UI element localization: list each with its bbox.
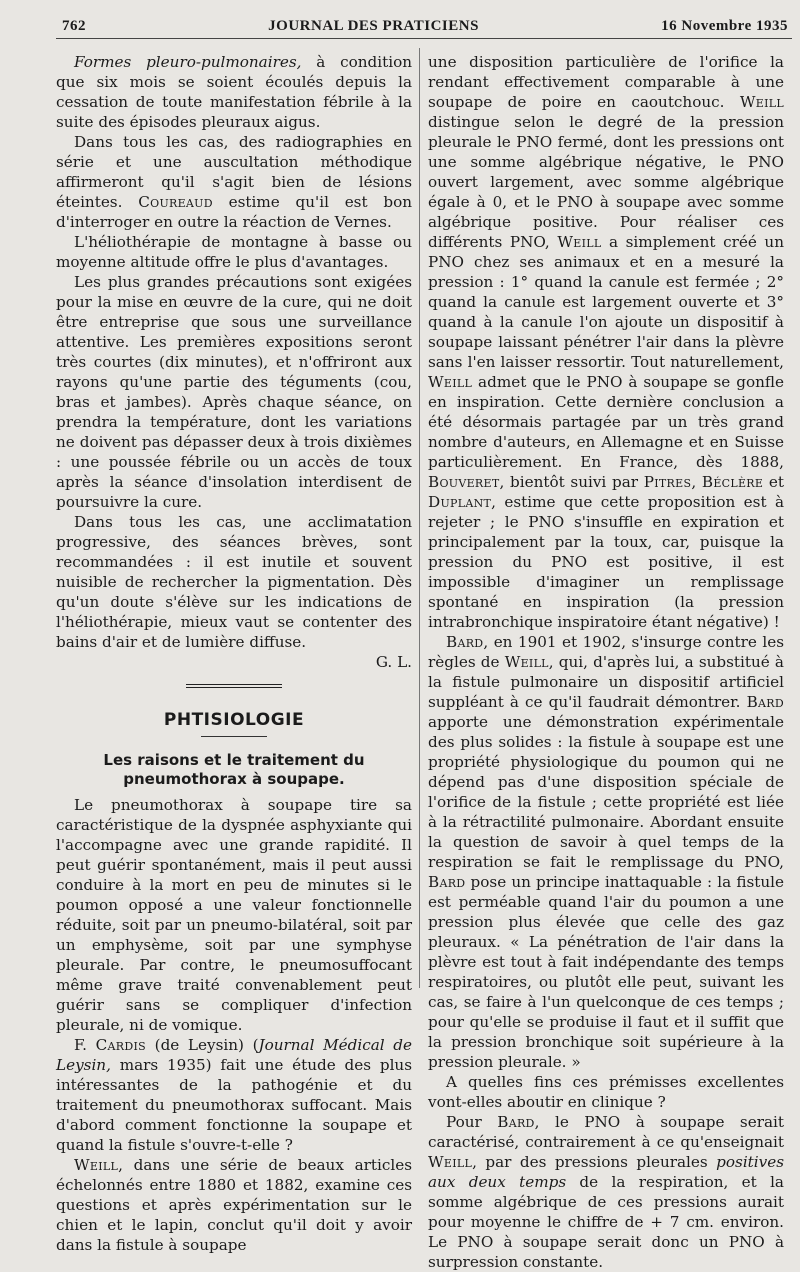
paragraph: Bard, en 1901 et 1902, s'insurge contre les règles de Weill, qui, d'après lui, a substitué à la fistule pulmonaire un dispositif artificiel suppléant à ce qu'il faudrait démontrer. Bard apporte une démonstration expérimentale des plus solides : la fistule à soupape est une propriété physiologique du poumon qui ne dépend pas d'une disposition spéciale de l'orifice de la fistule ; cette propriété est liée à la rétractilité pulmonaire. Abordant ensuite la question de savoir à quel temps de la respiration se fait le remplissage du PNO, Bard pose un principe inattaquable : la fistule est perméable quand l'air du poumon a une pression plus élevée que celle des gaz pleuraux. « La pénétration de l'air dans la plèvre est tout à fait indépendante des temps respiratoires, ou plutôt elle peut, suivant les cas, se faire à l'un quelconque de ces temps ; pour qu'elle se produise il faut et il suffit que la pression bronchique soit supérieure à la pression pleurale. » — [428, 633, 784, 1071]
paragraph: F. Cardis (de Leysin) (Journal Médical de Leysin, mars 1935) fait une étude des plus intéressantes de la pathogénie et du traitement du pneumothorax suffocant. Mais d'abord comment fonctionne la soupape et quand la fistule s'ouvre-t-elle ? — [56, 1036, 412, 1154]
paragraph: Pour Bard, le PNO à soupape serait caractérisé, contrairement à ce qu'enseignait Weill, par des pressions pleurales positives aux deux temps de la respiration, et la somme algébrique de ces pressions aurait pour moyenne le chiffre de + 7 cm. environ. Le PNO à soupape serait donc un PNO à surpression constante. — [428, 1113, 784, 1271]
header-rule — [56, 38, 792, 39]
author-name: Cardis — [95, 1036, 146, 1054]
author-name: Coureaud — [138, 193, 213, 211]
paragraph: une disposition particulière de l'orifice la rendant effectivement comparable à une soupape de poire en caoutchouc. Weill distingue selon le degré de la pression pleurale le PNO fermé, dont les pressions ont une somme algébrique négative, le PNO ouvert largement, avec somme algébrique égale à 0, et le PNO à soupape avec somme algébrique positive. Pour réaliser ces différents PNO, Weill a simplement créé un PNO chez ses animaux et en a mesuré la pression : 1° quand la canule est fermée ; 2° quand la canule est largement ouverte et 3° quand à la canule l'on ajoute un dispositif à soupape laissant pénétrer l'air dans la plèvre sans l'en laisser ressortir. Tout naturellement, Weill admet que le PNO à soupape se gonfle en inspiration. Cette dernière conclusion a été désormais partagée par un très grand nombre d'auteurs, en Allemagne et en Suisse particulièrement. En France, dès 1888, Bouveret, bientôt suivi par Pitres, Béclère et Duplant, estime que cette proposition est à rejeter ; le PNO s'insuffle en expiration et principalement par la toux, car, puisque la pression du PNO est positive, il est impossible d'imaginer un remplissage spontané en inspiration (la pression intrabronchique inspiratoire étant négative) ! — [428, 53, 785, 631]
paragraph: Formes pleuro-pulmonaires, à condition que six mois se soient écoulés depuis la cessation de toute manifestation fébrile à la suite des épisodes pleuraux aigus. — [56, 53, 412, 131]
paragraph: A quelles fins ces prémisses excellentes vont-elles aboutir en clinique ? — [428, 1073, 784, 1111]
journal-reference: Journal Médical de Leysin, — [56, 1036, 412, 1074]
paragraph: L'héliothérapie de montagne à basse ou moyenne altitude offre le plus d'avantages. — [56, 233, 412, 271]
page-number: 762 — [62, 17, 86, 34]
left-column — [56, 52, 412, 1255]
journal-title: JOURNAL DES PRATICIENS — [268, 17, 479, 34]
paragraph: Dans tous les cas, des radiographies en série et une auscultation méthodique affirmeront qu'il s'agit bien de lésions éteintes. Coureaud estime qu'il est bon d'interroger en outre la réaction de Vernes. — [56, 133, 412, 231]
section-underline — [201, 736, 267, 737]
paragraph: Le pneumothorax à soupape tire sa caractéristique de la dyspnée asphyxiante qui l'accompagne avec une grande rapidité. Il peut guérir spontanément, mais il peut aussi conduire à la mort en peu de minutes si le poumon opposé a une valeur fonctionnelle réduite, soit par un pneumo-bilatéral, soit par un emphysème, soit par une symphyse pleurale. Par contre, le pneumosuffocant même grave traité convenablement peut guérir sans se compliquer d'infection pleurale, ni de vomique. — [56, 796, 412, 1034]
paragraph: Weill, dans une série de beaux articles échelonnés entre 1880 et 1882, examine ces questions et après expérimentation sur le chien et le lapin, conclut qu'il doit y avoir dans la fistule à soupape — [56, 1156, 412, 1254]
running-header — [62, 14, 788, 38]
right-column — [428, 52, 784, 1272]
paragraph: Les plus grandes précautions sont exigées pour la mise en œuvre de la cure, qui ne doit être entreprise que sous une surveillance attentive. Les premières expositions seront très courtes (dix minutes), et n'offriront aux rayons qu'une partie des téguments (cou, bras et jambes). Après chaque séance, on prendra la température, dont les variations ne doivent pas dépasser deux à trois dixièmes : une poussée fébrile ou un accès de toux après la séance d'insolation interdisent de poursuivre la cure. — [56, 273, 412, 511]
column-divider — [419, 48, 420, 988]
issue-date: 16 Novembre 1935 — [661, 17, 788, 34]
article-title: Les raisons et le traitement du pneumothorax à soupape. — [103, 751, 365, 788]
signature: G. L. — [375, 653, 412, 671]
author-name: Weill — [74, 1156, 119, 1174]
section-title: PHTISIOLOGIE — [163, 710, 305, 730]
paragraph: Dans tous les cas, une acclimatation progressive, des séances brèves, sont recommandées : il est inutile et souvent nuisible de rechercher la pigmentation. Dès qu'un doute s'élève sur les indications de l'héliothérapie, mieux vaut se contenter des bains d'air et de lumière diffuse. — [56, 513, 412, 651]
section-separator — [186, 684, 282, 688]
